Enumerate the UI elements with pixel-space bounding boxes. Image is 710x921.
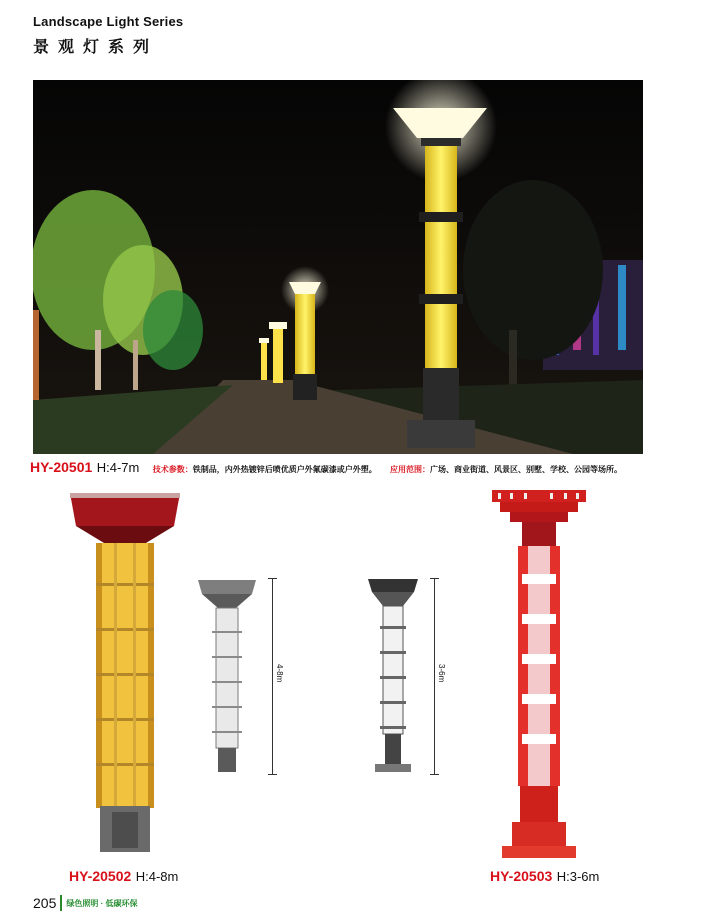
product-3-model: HY-20503 [490,868,553,884]
product-1-application-label: 应用范围： [390,465,431,474]
product-2-model: HY-20502 [69,868,132,884]
product-1-model: HY-20501 [30,459,93,475]
product-3-height: H:3-6m [556,869,600,884]
dimension-2-text: 3-6m [437,664,446,683]
dimension-marker-2 [434,578,454,775]
page-footer [33,893,137,913]
product-2-height: H:4-8m [135,869,179,884]
page-number: 205 [33,895,62,911]
product-1-height: H:4-7m [96,460,140,475]
lamp-hy-20503-wireframe [365,576,421,776]
night-scene-photo [33,80,643,454]
lamp-hy-20502-wireframe [194,576,260,776]
lamp-hy-20502-illustration [62,488,188,860]
footer-tagline: 绿色照明 · 低碳环保 [66,898,138,908]
product-2-label [69,868,178,886]
product-1-spec-label: 技术参数： [152,465,193,474]
series-title-en: Landscape Light Series [33,14,184,29]
dimension-1-text: 4-8m [275,664,284,683]
product-3-label [490,868,599,886]
product-1-caption [30,459,690,477]
product-1-application-text: 广场、商业街道、风景区、别墅、学校、公园等场所。 [430,465,623,474]
series-title-zh: 景观灯系列 [33,39,159,56]
product-1-spec-text: 铁制品，内外热镀锌后喷优质户外氟碳漆或户外塑。 [192,465,377,474]
dimension-marker-1 [272,578,292,775]
lamp-hy-20503-illustration [490,488,588,860]
